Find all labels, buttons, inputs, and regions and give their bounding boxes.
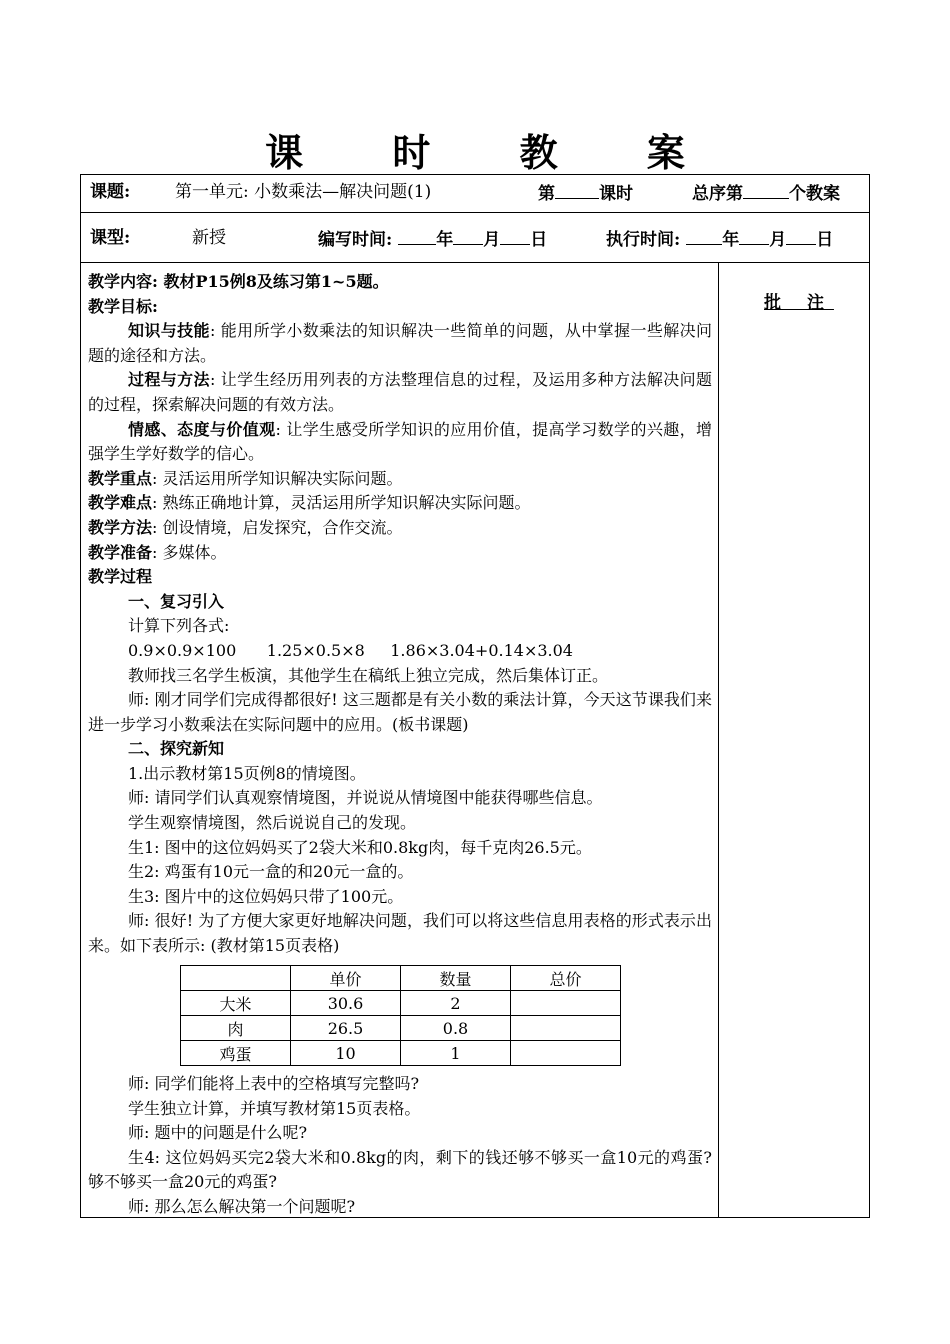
page-title: 课 时 教 案 (265, 130, 723, 175)
day-unit: 日 (816, 230, 834, 250)
table-cell (511, 1016, 621, 1041)
goal-process-label: 过程与方法 (128, 370, 210, 390)
remark-divider (718, 262, 719, 1218)
lesson-blank (555, 180, 599, 199)
after-table-line: 师: 题中的问题是什么呢? (128, 1123, 308, 1143)
explore-line: 师: 很好! 为了方便大家更好地解决问题，我们可以将这些信息用表格的形式表示出来。如下表所示: (教材第15页表格) (88, 911, 712, 956)
table-cell: 1 (401, 1041, 511, 1066)
teaching-prep (88, 541, 712, 566)
after-table-line: 师: 那么怎么解决第一个问题呢? (128, 1196, 356, 1216)
teaching-prep-text: : 多媒体。 (152, 542, 227, 562)
teaching-method (88, 516, 712, 541)
price-table (180, 965, 621, 1066)
after-table-line: 师: 同学们能将上表中的空格填写完整吗? (128, 1074, 420, 1093)
table-cell: 大米 (181, 991, 291, 1016)
explore-line: 师: 请同学们认真观察情境图，并说说从情境图中能获得哪些信息。 (128, 788, 603, 808)
explore-line: 生1: 图中的这位妈妈买了2袋大米和0.8kg肉，每千克肉26.5元。 (128, 837, 592, 857)
table-cell (511, 1041, 621, 1066)
divider (80, 262, 870, 263)
table-cell: 2 (401, 991, 511, 1016)
difficult-point (88, 491, 712, 516)
difficult-point-text: : 熟练正确地计算，灵活运用所学知识解决实际问题。 (152, 493, 531, 513)
table-header-cell: 数量 (401, 966, 511, 991)
lesson-number (538, 180, 633, 206)
exec-time (606, 226, 833, 252)
seq-prefix: 总序第 (692, 184, 743, 204)
table-cell: 26.5 (291, 1016, 401, 1041)
table-header-cell (181, 966, 291, 991)
day-blank (500, 226, 530, 245)
write-time (318, 226, 547, 252)
table-cell (511, 991, 621, 1016)
explore-line: 生2: 鸡蛋有10元一盒的和20元一盒的。 (128, 862, 414, 882)
month-blank (739, 226, 769, 245)
key-point (88, 467, 712, 492)
key-point-text: : 灵活运用所学知识解决实际问题。 (152, 468, 403, 488)
goals-label: 教学目标: (88, 296, 158, 316)
goal-knowledge-label: 知识与技能 (128, 321, 210, 341)
divider (80, 212, 870, 213)
lesson-body-continued (88, 1072, 712, 1220)
table-row (181, 1016, 621, 1041)
month-blank (453, 226, 483, 245)
process-label: 教学过程 (88, 567, 153, 587)
year-unit: 年 (436, 230, 454, 250)
difficult-point-label: 教学难点 (88, 493, 153, 513)
seq-blank (743, 180, 789, 199)
year-blank (398, 226, 436, 245)
table-cell: 30.6 (291, 991, 401, 1016)
topic-value: 第一单元: 小数乘法—解决问题(1) (175, 182, 432, 202)
lesson-suffix: 课时 (599, 184, 633, 204)
table-header-cell: 单价 (291, 966, 401, 991)
goal-knowledge-text: : 能用所学小数乘法的知识解决一些简单的问题，从中掌握一些解决问题的途径和方法。 (88, 321, 712, 365)
goal-process (88, 368, 712, 417)
table-cell: 鸡蛋 (181, 1041, 291, 1066)
write-label: 编写时间: (318, 230, 393, 250)
type-label: 课型: (90, 228, 131, 248)
topic-label: 课题: (90, 182, 131, 202)
table-row (181, 991, 621, 1016)
month-unit: 月 (483, 230, 501, 250)
goal-emotion (88, 418, 712, 467)
exec-label: 执行时间: (606, 230, 681, 250)
lesson-body (88, 270, 712, 959)
teaching-method-label: 教学方法 (88, 517, 153, 537)
remark-heading: 批 注 (764, 293, 834, 313)
section-explore-title: 二、探究新知 (128, 739, 225, 759)
table-row (181, 1041, 621, 1066)
year-unit: 年 (722, 230, 740, 250)
sequence-number (692, 180, 840, 206)
month-unit: 月 (769, 230, 787, 250)
review-expressions: 0.9×0.9×100 1.25×0.5×8 1.86×3.04+0.14×3.04 (128, 640, 573, 660)
review-line: 教师找三名学生板演，其他学生在稿纸上独立完成，然后集体订正。 (128, 665, 609, 685)
goal-emotion-text: : 让学生感受所学知识的应用价值，提高学习数学的兴趣，增强学生学好数学的信心。 (88, 419, 712, 464)
table-cell: 10 (291, 1041, 401, 1066)
explore-line: 1.出示教材第15页例8的情境图。 (128, 763, 366, 783)
teaching-method-text: : 创设情境，启发探究，合作交流。 (152, 517, 403, 537)
type-value: 新授 (192, 228, 226, 248)
section-review-title: 一、复习引入 (128, 591, 225, 611)
goal-knowledge (88, 319, 712, 368)
explore-line: 学生观察情境图，然后说说自己的发现。 (128, 813, 417, 833)
table-header-row (181, 966, 621, 991)
table-cell: 肉 (181, 1016, 291, 1041)
day-unit: 日 (530, 230, 548, 250)
after-table-line: 学生独立计算，并填写教材第15页表格。 (128, 1098, 421, 1118)
year-blank (686, 226, 722, 245)
teaching-prep-label: 教学准备 (88, 542, 153, 562)
lesson-prefix: 第 (538, 184, 555, 204)
teach-content: 教学内容: 教材P15例8及练习第1~5题。 (88, 272, 389, 291)
table-header-cell: 总价 (511, 966, 621, 991)
key-point-label: 教学重点 (88, 468, 153, 488)
review-line: 计算下列各式: (128, 616, 230, 636)
seq-suffix: 个教案 (789, 184, 840, 204)
explore-line: 生3: 图片中的这位妈妈只带了100元。 (128, 886, 404, 906)
goal-emotion-label: 情感、态度与价值观 (128, 419, 276, 439)
review-line: 师: 刚才同学们完成得都很好! 这三题都是有关小数的乘法计算，今天这节课我们来进一步学习小数乘法在实际问题中的应用。(板书课题) (88, 690, 712, 734)
table-cell: 0.8 (401, 1016, 511, 1041)
day-blank (786, 226, 816, 245)
after-table-line: 生4: 这位妈妈买完2袋大米和0.8kg的肉，剩下的钱还够不够买一盒10元的鸡蛋? 够不够买一盒20元的鸡蛋? (88, 1147, 712, 1192)
goal-process-text: : 让学生经历用列表的方法整理信息的过程，及运用多种方法解决问题的过程，探索解决问题的有效方法。 (88, 370, 712, 414)
